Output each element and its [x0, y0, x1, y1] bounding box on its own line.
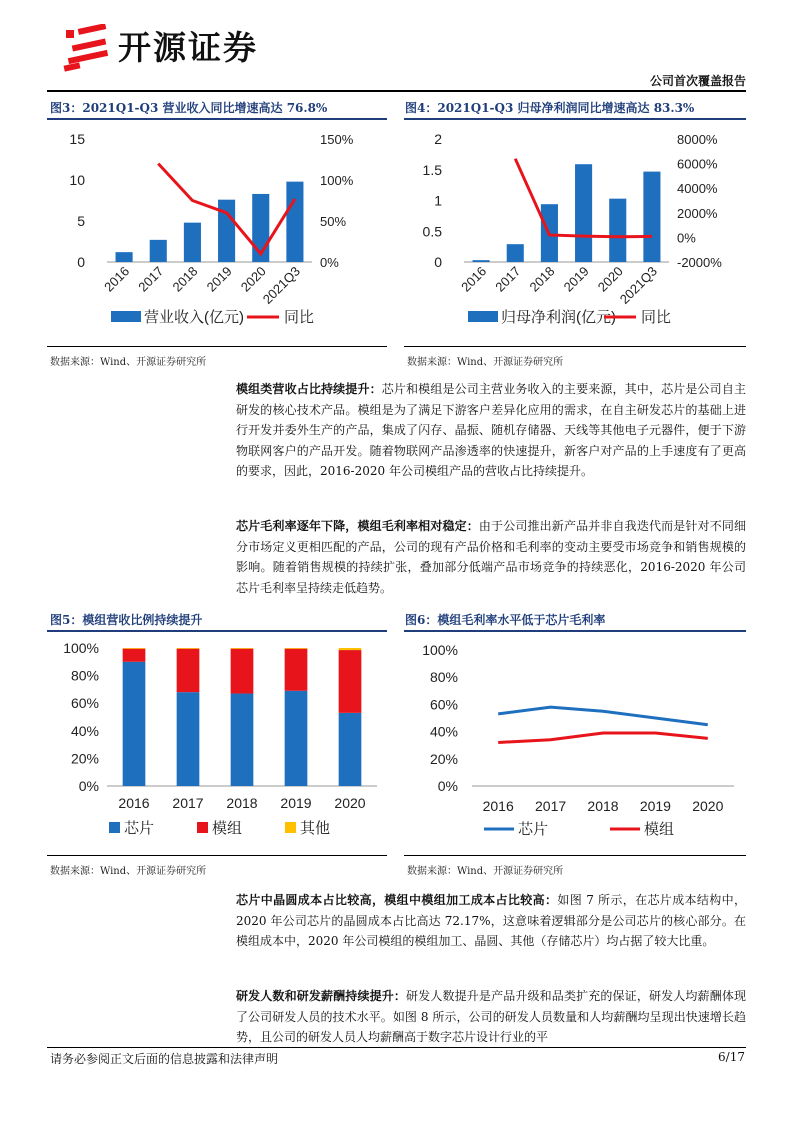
bar	[218, 200, 235, 262]
p4-heading: 研发人数和研发薪酬持续提升：	[236, 989, 407, 1003]
bar	[609, 199, 626, 262]
y-tick: 100%	[63, 640, 99, 656]
y-left-tick: 0	[77, 254, 85, 270]
p2-heading: 芯片毛利率逐年下降，模组毛利率相对稳定：	[236, 519, 479, 533]
legend-label: 模组	[644, 821, 675, 838]
legend-swatch	[285, 822, 296, 833]
y-left-tick: 15	[69, 131, 85, 147]
stack-segment-其他	[177, 648, 200, 649]
footer-rule	[47, 1047, 746, 1048]
stack-segment-模组	[285, 649, 308, 691]
y-left-tick: 1.5	[422, 161, 442, 178]
y-left-tick: 1	[434, 192, 442, 209]
legend-bar-label: 营业收入(亿元)	[144, 309, 244, 326]
y-left-tick: 0.5	[422, 223, 442, 240]
fig5-rule	[47, 630, 387, 632]
fig6-source: 数据来源：Wind、开源证券研究所	[407, 866, 564, 877]
legend-label: 其他	[300, 820, 331, 837]
fig5-bottom-rule	[47, 855, 387, 856]
stack-segment-其他	[339, 648, 362, 650]
p4-text: 研发人数提升是产品升级和品类扩充的保证，研发人均薪酬体现了公司研发人员的技术水平。如图 8 所示，公司的研发人员数量和人均薪酬均呈现出快速增长趋势，且公司的研发人员人均薪酬高于数字芯片设计行业的平	[236, 989, 746, 1045]
y-left-tick: 2	[434, 131, 442, 147]
legend-bar-label: 归母净利润(亿元)	[501, 309, 616, 326]
x-tick: 2019	[639, 798, 671, 814]
y-tick: 40%	[429, 723, 458, 740]
x-tick: 2018	[169, 263, 201, 295]
stack-segment-模组	[231, 649, 254, 694]
stack-segment-其他	[285, 648, 308, 649]
legend-bar-swatch	[468, 311, 498, 322]
fig3-chart	[47, 122, 387, 342]
y-right-tick: 150%	[320, 132, 354, 147]
paragraph-module-revenue	[236, 379, 746, 482]
page-number: 6/17	[718, 1050, 745, 1064]
bar	[150, 240, 167, 262]
y-tick: 100%	[422, 642, 458, 658]
legend-label: 模组	[212, 820, 243, 837]
y-tick: 0%	[437, 778, 458, 794]
fig4-title: 图4：2021Q1-Q3 归母净利润同比增速高达 83.3%	[405, 101, 695, 115]
p3-heading: 芯片中晶圆成本占比较高，模组中模组加工成本占比较高：	[236, 893, 558, 907]
stack-segment-芯片	[123, 662, 146, 786]
x-tick: 2018	[587, 798, 619, 814]
y-tick: 0%	[78, 778, 99, 794]
stack-segment-模组	[177, 649, 200, 692]
bar	[643, 172, 660, 262]
x-tick: 2018	[226, 795, 258, 811]
stack-segment-芯片	[231, 694, 254, 786]
company-logo	[62, 24, 122, 72]
fig4-rule	[404, 118, 746, 120]
fig6-rule	[404, 630, 746, 632]
fig3-source: 数据来源：Wind、开源证券研究所	[50, 357, 207, 368]
p2-text: 由于公司推出新产品并非自我迭代而是针对不同细分市场定义更相匹配的产品，公司的现有产品价格和毛利率的变动主要受市场竞争和销售规模的影响。随着销售规模的持续扩张，叠加部分低端产品市场竞争的持续恶化，2016-2020 年公司芯片毛利率呈持续走低趋势。	[236, 519, 746, 595]
x-tick: 2018	[526, 263, 558, 295]
y-tick: 60%	[70, 695, 99, 712]
y-right-tick: 0%	[320, 255, 339, 270]
x-tick: 2016	[482, 798, 514, 814]
fig4-chart	[404, 122, 746, 342]
fig5-source: 数据来源：Wind、开源证券研究所	[50, 866, 207, 877]
x-tick: 2020	[692, 798, 724, 814]
fig6-bottom-rule	[404, 855, 746, 856]
y-tick: 40%	[70, 722, 99, 739]
bar	[184, 223, 201, 262]
y-tick: 20%	[429, 750, 458, 767]
y-tick: 60%	[429, 696, 458, 713]
x-tick: 2020	[237, 263, 269, 295]
p1-text: 芯片和模组是公司主营业务收入的主要来源，其中，芯片是公司自主研发的核心技术产品。模组是为了满足下游客户差异化应用的需求，在自主研发芯片的基础上进行开发并委外生产的产品，集成了闪存、晶振、随机存储器、天线等其他电子元器件，便于下游物联网客户的产品开发。随着物联网产品渗透率的快速提升，新客户对产品的上手速度有了更高的要求，因此，2016-2020 年公司模组产品的营收占比持续提升。	[236, 382, 746, 479]
y-right-tick: 0%	[677, 230, 696, 246]
legend-swatch	[197, 822, 208, 833]
legend-bar-swatch	[111, 311, 141, 322]
series-line-芯片	[498, 707, 708, 725]
fig3-bottom-rule	[47, 346, 387, 347]
x-tick: 2016	[101, 263, 133, 295]
y-left-tick: 10	[69, 172, 85, 188]
y-left-tick: 5	[77, 213, 85, 229]
fig3-rule	[47, 118, 387, 120]
x-tick: 2021Q3	[616, 263, 661, 307]
report-type: 公司首次覆盖报告	[649, 74, 746, 88]
y-right-tick: -2000%	[677, 255, 722, 270]
x-tick: 2016	[118, 795, 150, 811]
legend-swatch	[109, 822, 120, 833]
stack-segment-芯片	[177, 692, 200, 786]
p1-heading: 模组类营收占比持续提升：	[236, 382, 382, 396]
legend-line-label: 同比	[641, 309, 672, 326]
fig6-chart	[404, 634, 746, 852]
x-tick: 2020	[594, 263, 626, 295]
stack-segment-模组	[123, 649, 146, 662]
x-tick: 2017	[492, 263, 524, 295]
fig5-chart	[47, 634, 387, 852]
y-left-tick: 0	[434, 254, 442, 270]
x-tick: 2017	[172, 795, 204, 811]
stack-segment-其他	[123, 648, 146, 649]
y-tick: 80%	[429, 669, 458, 686]
logo-text: 开源证券	[118, 28, 258, 67]
fig6-title: 图6：模组毛利率水平低于芯片毛利率	[405, 613, 606, 627]
y-right-tick: 50%	[320, 214, 347, 229]
stack-segment-芯片	[285, 691, 308, 786]
x-tick: 2016	[458, 263, 490, 295]
legend-label: 芯片	[124, 820, 155, 837]
p3-text: 如图 7 所示，在芯片成本结构中，2020 年公司芯片的晶圆成本占比高达 72.17%，这意味着逻辑部分是公司芯片的核心部分。在模组成本中，2020 年公司模组的模组加工、晶圆、其他（存储芯片）均占据了较大比重。	[236, 893, 746, 949]
y-right-tick: 6000%	[677, 156, 718, 172]
x-tick: 2019	[203, 263, 235, 295]
bar	[286, 182, 303, 262]
legend-label: 芯片	[518, 821, 549, 838]
bar	[116, 252, 133, 262]
bar	[507, 244, 524, 262]
paragraph-gross-margin	[236, 516, 746, 598]
x-tick: 2021Q3	[259, 263, 304, 307]
legend-line-label: 同比	[284, 309, 315, 326]
stack-segment-芯片	[339, 713, 362, 786]
x-tick: 2019	[280, 795, 312, 811]
y-tick: 20%	[70, 750, 99, 767]
x-tick: 2020	[334, 795, 366, 811]
y-right-tick: 100%	[320, 173, 354, 188]
bar	[575, 164, 592, 262]
stack-segment-其他	[231, 648, 254, 649]
paragraph-cost-structure	[236, 890, 746, 952]
header-rule	[47, 90, 746, 92]
x-tick: 2017	[535, 798, 567, 814]
fig3-title: 图3：2021Q1-Q3 营业收入同比增速高达 76.8%	[50, 101, 328, 115]
fig5-title: 图5：模组营收比例持续提升	[50, 613, 203, 627]
series-line-模组	[498, 733, 708, 743]
y-tick: 80%	[70, 667, 99, 684]
stack-segment-模组	[339, 650, 362, 713]
x-tick: 2017	[135, 263, 167, 295]
y-right-tick: 8000%	[677, 132, 718, 147]
fig4-source: 数据来源：Wind、开源证券研究所	[407, 357, 564, 368]
y-right-tick: 4000%	[677, 181, 718, 197]
y-right-tick: 2000%	[677, 205, 718, 221]
bar	[473, 260, 490, 262]
paragraph-rd-staff	[236, 986, 746, 1046]
fig4-bottom-rule	[404, 346, 746, 347]
x-tick: 2019	[560, 263, 592, 295]
footer-disclaimer: 请务必参阅正文后面的信息披露和法律声明	[50, 1052, 279, 1066]
